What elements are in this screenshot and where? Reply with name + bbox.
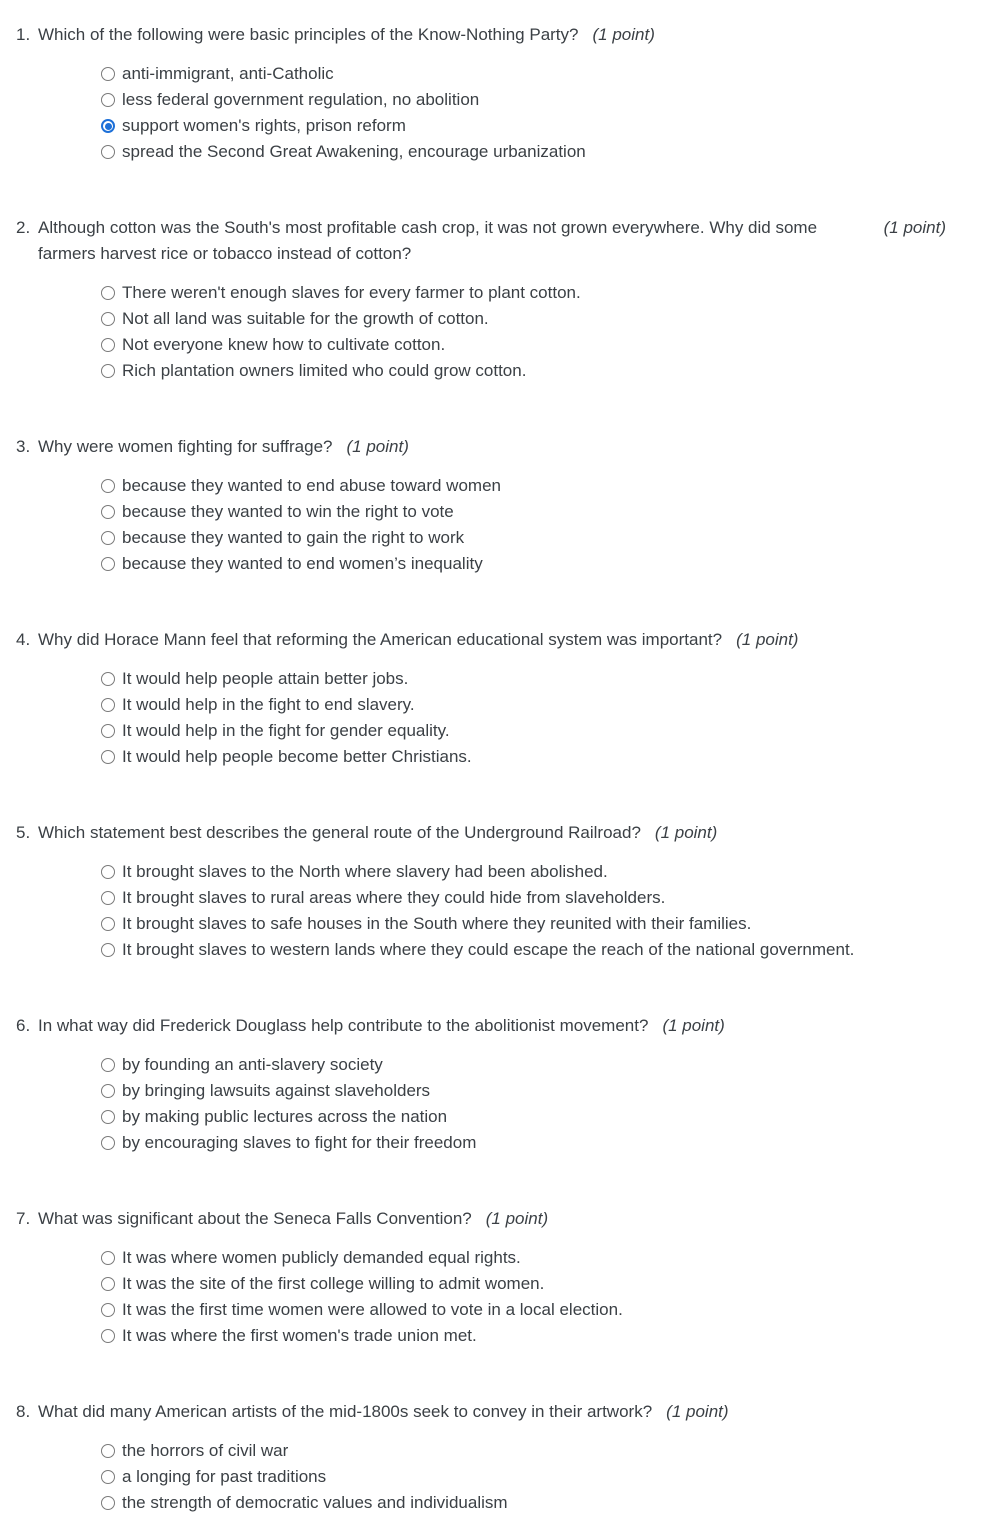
question-header [16,1399,946,1425]
answer-option[interactable] [101,306,946,332]
answer-option[interactable] [101,551,946,577]
option-label: by making public lectures across the nation [122,1107,448,1126]
radio-button[interactable] [101,479,115,493]
radio-button[interactable] [101,145,115,159]
answer-option[interactable] [101,1104,946,1130]
radio-button[interactable] [101,1303,115,1317]
radio-button[interactable] [101,1251,115,1265]
options-group [101,1245,946,1349]
question-text: What was significant about the Seneca Falls Convention? [38,1209,472,1228]
option-label: It was where the first women's trade union met. [122,1326,477,1345]
answer-option[interactable] [101,885,946,911]
quiz-form [0,22,984,1516]
answer-option[interactable] [101,1078,946,1104]
answer-option[interactable] [101,692,946,718]
radio-button[interactable] [101,724,115,738]
answer-option[interactable] [101,87,946,113]
radio-button[interactable] [101,672,115,686]
question-number: 3. [16,437,31,456]
question-header [16,627,946,653]
options-group [101,666,946,770]
option-label: It brought slaves to rural areas where they could hide from slaveholders. [122,888,666,907]
question-header [16,820,946,846]
question [16,215,946,384]
answer-option[interactable] [101,61,946,87]
radio-button[interactable] [101,865,115,879]
radio-button[interactable] [101,1329,115,1343]
question-text: In what way did Frederick Douglass help contribute to the abolitionist movement? [38,1016,649,1035]
question-text: Why were women fighting for suffrage? [38,437,333,456]
question-text: Which of the following were basic principles of the Know-Nothing Party? [38,25,579,44]
answer-option[interactable] [101,1490,946,1516]
radio-button[interactable] [101,917,115,931]
answer-option[interactable] [101,1052,946,1078]
options-group [101,280,946,384]
question-number: 5. [16,823,31,842]
question-text: Which statement best describes the general route of the Underground Railroad? [38,823,641,842]
answer-option[interactable] [101,525,946,551]
question [16,820,946,963]
option-label: a longing for past traditions [122,1467,327,1486]
question-header [16,215,946,267]
question-number: 4. [16,630,31,649]
option-label: Not everyone knew how to cultivate cotton. [122,335,446,354]
option-label: by bringing lawsuits against slaveholders [122,1081,431,1100]
radio-button[interactable] [101,93,115,107]
option-label: It was where women publicly demanded equal rights. [122,1248,521,1267]
options-group [101,61,946,165]
question [16,22,946,165]
radio-button[interactable] [101,1277,115,1291]
question [16,434,946,577]
answer-option[interactable] [101,1323,946,1349]
radio-button[interactable] [101,505,115,519]
question [16,627,946,770]
radio-button[interactable] [101,364,115,378]
radio-button[interactable] [101,557,115,571]
question-points: (1 point) [654,823,718,842]
radio-button[interactable] [101,1496,115,1510]
options-group [101,473,946,577]
question-header [16,434,946,460]
question-points: (1 point) [346,437,409,456]
answer-option[interactable] [101,744,946,770]
option-label: Not all land was suitable for the growth of cotton. [122,309,489,328]
option-label: because they wanted to gain the right to work [122,528,465,547]
radio-button[interactable] [101,67,115,81]
answer-option[interactable] [101,332,946,358]
question [16,1206,946,1349]
radio-button[interactable] [101,943,115,957]
question-points: (1 point) [883,218,946,237]
option-label: because they wanted to end women’s inequality [122,554,483,573]
radio-button[interactable] [101,119,115,133]
radio-button[interactable] [101,1058,115,1072]
option-label: It was the first time women were allowed to vote in a local election. [122,1300,623,1319]
answer-option[interactable] [101,859,946,885]
question-header [16,22,946,48]
radio-button[interactable] [101,1084,115,1098]
answer-option[interactable] [101,499,946,525]
option-label: the strength of democratic values and individualism [122,1493,508,1512]
radio-button[interactable] [101,750,115,764]
option-label: It brought slaves to the North where slavery had been abolished. [122,862,608,881]
answer-option[interactable] [101,1438,946,1464]
answer-option[interactable] [101,1464,946,1490]
answer-option[interactable] [101,718,946,744]
question-points: (1 point) [662,1016,725,1035]
radio-button[interactable] [101,312,115,326]
answer-option[interactable] [101,1245,946,1271]
option-label: It brought slaves to safe houses in the South where they reunited with their families. [122,914,752,933]
option-label: less federal government regulation, no abolition [122,90,480,109]
question-number: 2. [16,218,31,237]
options-group [101,859,946,963]
answer-option[interactable] [101,1130,946,1156]
answer-option[interactable] [101,280,946,306]
question-number: 6. [16,1016,31,1035]
answer-option[interactable] [101,937,946,963]
option-label: spread the Second Great Awakening, encourage urbanization [122,142,586,161]
option-label: anti-immigrant, anti-Catholic [122,64,334,83]
question-points: (1 point) [592,25,655,44]
radio-button[interactable] [101,1470,115,1484]
question-text: Although cotton was the South's most profitable cash crop, it was not grown everywhere. Why did some farmers harvest rice or tobacco instead of cotton? [38,218,818,263]
option-label: It would help in the fight for gender equality. [122,721,450,740]
option-label: It would help people become better Christians. [122,747,472,766]
option-label: It brought slaves to western lands where they could escape the reach of the national government. [122,940,855,959]
radio-button[interactable] [101,1110,115,1124]
answer-option[interactable] [101,113,946,139]
question-number: 1. [16,25,31,44]
question-points: (1 point) [666,1402,729,1421]
answer-option[interactable] [101,139,946,165]
radio-button[interactable] [101,531,115,545]
option-label: by encouraging slaves to fight for their freedom [122,1133,477,1152]
question-points: (1 point) [736,630,799,649]
answer-option[interactable] [101,358,946,384]
question-header [16,1206,946,1232]
options-group [101,1438,946,1516]
question-points: (1 point) [485,1209,549,1228]
options-group [101,1052,946,1156]
answer-option[interactable] [101,1297,946,1323]
option-label: by founding an anti-slavery society [122,1055,383,1074]
radio-button[interactable] [101,338,115,352]
answer-option[interactable] [101,911,946,937]
radio-button[interactable] [101,891,115,905]
option-label: support women's rights, prison reform [122,116,406,135]
option-label: It would help in the fight to end slavery. [122,695,415,714]
radio-button[interactable] [101,1136,115,1150]
option-label: Rich plantation owners limited who could grow cotton. [122,361,527,380]
question-number: 7. [16,1209,31,1228]
option-label: because they wanted to win the right to vote [122,502,454,521]
radio-button[interactable] [101,698,115,712]
answer-option[interactable] [101,666,946,692]
option-label: It was the site of the first college willing to admit women. [122,1274,545,1293]
radio-button[interactable] [101,1444,115,1458]
option-label: the horrors of civil war [122,1441,289,1460]
question [16,1013,946,1156]
radio-button[interactable] [101,286,115,300]
answer-option[interactable] [101,473,946,499]
option-label: It would help people attain better jobs. [122,669,409,688]
question [16,1399,946,1516]
question-text: What did many American artists of the mid-1800s seek to convey in their artwork? [38,1402,653,1421]
answer-option[interactable] [101,1271,946,1297]
option-label: because they wanted to end abuse toward women [122,476,501,495]
question-number: 8. [16,1402,31,1421]
question-text: Why did Horace Mann feel that reforming the American educational system was important? [38,630,723,649]
question-header [16,1013,946,1039]
option-label: There weren't enough slaves for every farmer to plant cotton. [122,283,581,302]
